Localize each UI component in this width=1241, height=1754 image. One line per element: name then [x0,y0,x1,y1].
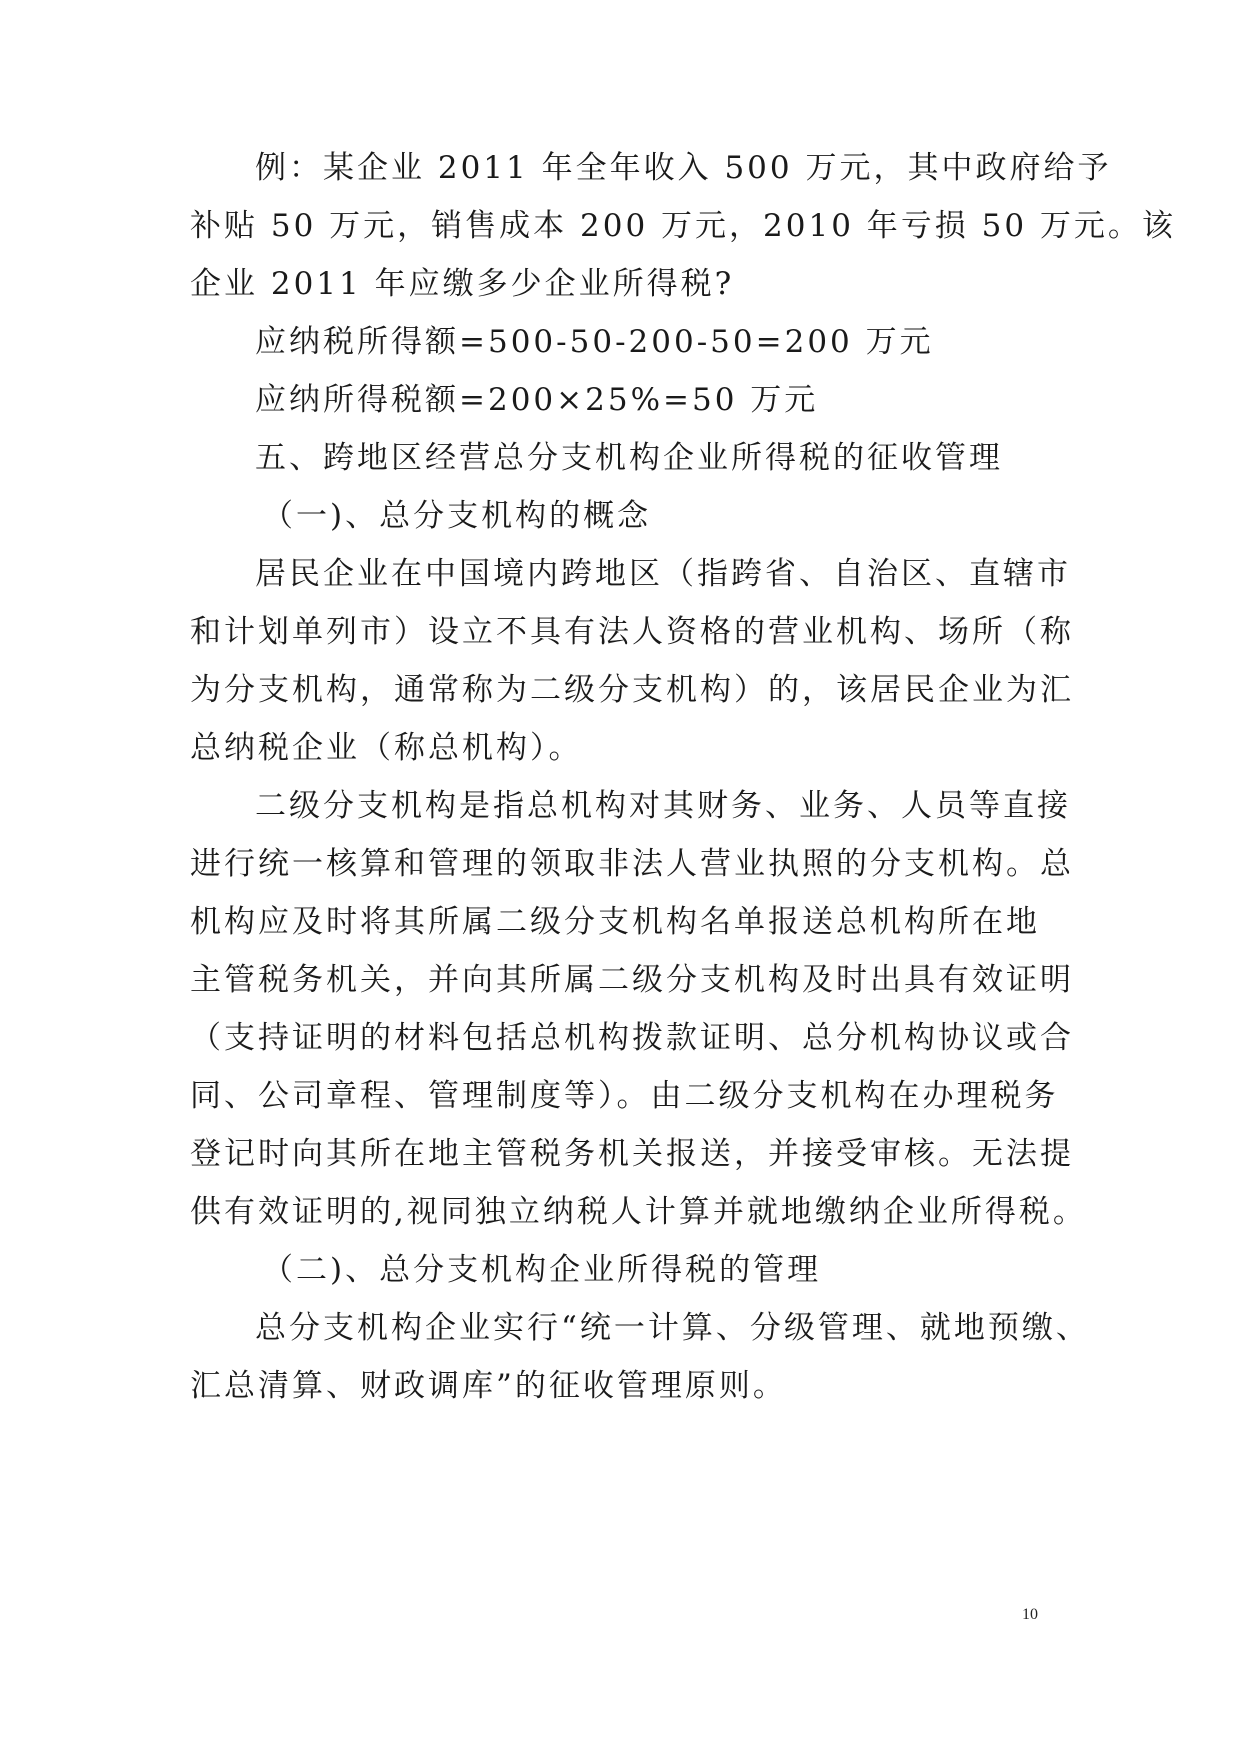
page-number: 10 [1022,1606,1038,1623]
paragraph-2-line-7: 登记时向其所在地主管税务机关报送，并接受审核。无法提 [190,1136,1074,1172]
paragraph-1-line-1: 居民企业在中国境内跨地区（指跨省、自治区、直辖市 [255,556,1071,592]
example-line-1: 例：某企业 2011 年全年收入 500 万元，其中政府给予 [255,150,1112,186]
paragraph-2-line-8: 供有效证明的,视同独立纳税人计算并就地缴纳企业所得税。 [190,1194,1087,1230]
paragraph-3-line-1: 总分支机构企业实行“统一计算、分级管理、就地预缴、 [255,1310,1090,1346]
paragraph-2-line-3: 机构应及时将其所属二级分支机构名单报送总机构所在地 [190,904,1040,940]
paragraph-1-line-2: 和计划单列市）设立不具有法人资格的营业机构、场所（称 [190,614,1074,650]
paragraph-2-line-4: 主管税务机关，并向其所属二级分支机构及时出具有效证明 [190,962,1074,998]
paragraph-2-line-2: 进行统一核算和管理的领取非法人营业执照的分支机构。总 [190,846,1074,882]
paragraph-2-line-5: （支持证明的材料包括总机构拨款证明、总分机构协议或合 [190,1020,1074,1056]
paragraph-1-line-3: 为分支机构，通常称为二级分支机构）的，该居民企业为汇 [190,672,1074,708]
subsection-heading-one: （一)、总分支机构的概念 [262,498,652,534]
tax-payable-formula: 应纳所得税额=200×25%=50 万元 [255,382,819,418]
taxable-income-formula: 应纳税所得额=500-50-200-50=200 万元 [255,324,934,360]
paragraph-3-line-2: 汇总清算、财政调库”的征收管理原则。 [190,1368,787,1404]
paragraph-2-line-6: 同、公司章程、管理制度等）。由二级分支机构在办理税务 [190,1078,1059,1114]
example-line-2: 补贴 50 万元，销售成本 200 万元，2010 年亏损 50 万元。该 [190,208,1176,244]
paragraph-1-line-4: 总纳税企业（称总机构）。 [190,730,583,766]
paragraph-2-line-1: 二级分支机构是指总机构对其财务、业务、人员等直接 [255,788,1071,824]
example-line-3: 企业 2011 年应缴多少企业所得税? [190,266,735,302]
section-heading-five: 五、跨地区经营总分支机构企业所得税的征收管理 [255,440,1003,476]
subsection-heading-two: （二)、总分支机构企业所得税的管理 [262,1252,822,1288]
